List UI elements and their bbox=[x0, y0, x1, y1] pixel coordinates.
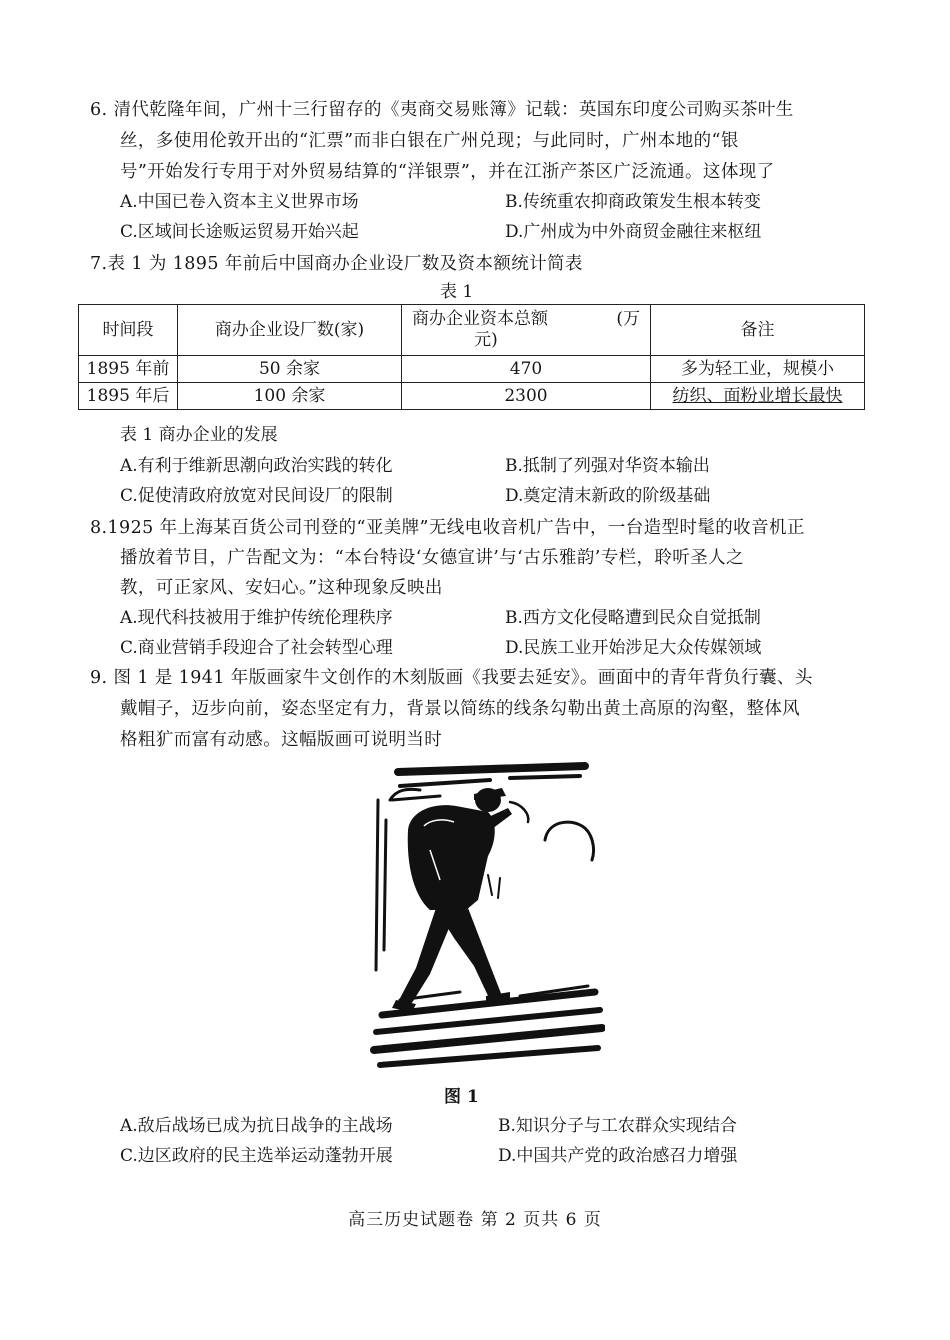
cell-notes: 纺织、面粉业增长最快 bbox=[651, 383, 865, 410]
cell-period: 1895 年后 bbox=[79, 383, 178, 410]
header-capital-unit-2: 元) bbox=[474, 330, 498, 350]
q8-stem-line-1: 8.1925 年上海某百货公司刊登的“亚美牌”无线电收音机广告中，一台造型时髦的收音机正 bbox=[90, 518, 805, 538]
q6-option-d: D.广州成为中外商贸金融往来枢纽 bbox=[505, 222, 762, 242]
table-caption: 表 1 商办企业的发展 bbox=[120, 425, 278, 445]
header-capital-unit-1: (万 bbox=[616, 309, 640, 329]
q7-stem: 7.表 1 为 1895 年前后中国商办企业设厂数及资本额统计简表 bbox=[90, 254, 583, 274]
cell-capital: 470 bbox=[402, 356, 651, 383]
q6-option-b: B.传统重农抑商政策发生根本转变 bbox=[505, 192, 761, 212]
q6-option-a: A.中国已卷入资本主义世界市场 bbox=[120, 192, 359, 212]
q9-option-c: C.边区政府的民主选举运动蓬勃开展 bbox=[120, 1146, 393, 1166]
cell-factory-count: 50 余家 bbox=[178, 356, 402, 383]
q9-option-b: B.知识分子与工农群众实现结合 bbox=[498, 1116, 737, 1136]
figure-caption: 图 1 bbox=[444, 1087, 479, 1107]
table-row bbox=[79, 356, 865, 383]
q8-stem-line-3: 教，可正家风、安妇心。”这种现象反映出 bbox=[120, 578, 443, 598]
q6-option-c: C.区域间长途贩运贸易开始兴起 bbox=[120, 222, 359, 242]
q9-option-a: A.敌后战场已成为抗日战争的主战场 bbox=[120, 1116, 393, 1136]
q9-stem-line-2: 戴帽子，迈步向前，姿态坚定有力，背景以简练的线条勾勒出黄土高原的沟壑，整体风 bbox=[120, 699, 801, 719]
q8-option-d: D.民族工业开始涉足大众传媒领域 bbox=[505, 638, 762, 658]
q8-option-a: A.现代科技被用于维护传统伦理秩序 bbox=[120, 608, 393, 628]
q7-option-c: C.促使清政府放宽对民间设厂的限制 bbox=[120, 486, 393, 506]
q6-stem-line-2: 丝，多使用伦敦开出的“汇票”而非白银在广州兑现；与此同时，广州本地的“银 bbox=[120, 131, 739, 151]
q8-option-c: C.商业营销手段迎合了社会转型心理 bbox=[120, 638, 393, 658]
header-capital bbox=[402, 305, 651, 356]
q8-stem-line-2: 播放着节目，广告配文为：“本台特设‘女德宣讲’与‘古乐雅韵’专栏，聆听圣人之 bbox=[120, 548, 744, 568]
q7-option-a: A.有利于维新思潮向政治实践的转化 bbox=[120, 456, 393, 476]
q9-stem-line-1: 9. 图 1 是 1941 年版画家牛文创作的木刻版画《我要去延安》。画面中的青年背负行囊、头 bbox=[90, 668, 813, 688]
table-row bbox=[79, 383, 865, 410]
header-period: 时间段 bbox=[79, 305, 178, 356]
enterprise-table bbox=[78, 304, 865, 410]
q9-stem-line-3: 格粗犷而富有动感。这幅版画可说明当时 bbox=[120, 730, 443, 750]
cell-factory-count: 100 余家 bbox=[178, 383, 402, 410]
header-factory-count: 商办企业设厂数(家) bbox=[178, 305, 402, 356]
q6-stem-line-1: 6. 清代乾隆年间，广州十三行留存的《夷商交易账簿》记载：英国东印度公司购买茶叶生 bbox=[90, 100, 794, 120]
woodcut-figure bbox=[370, 760, 605, 1070]
q7-option-d: D.奠定清末新政的阶级基础 bbox=[505, 486, 711, 506]
cell-period: 1895 年前 bbox=[79, 356, 178, 383]
q9-option-d: D.中国共产党的政治感召力增强 bbox=[498, 1146, 738, 1166]
header-capital-label: 商办企业资本总额 bbox=[412, 309, 548, 329]
table-title: 表 1 bbox=[440, 282, 474, 302]
cell-capital: 2300 bbox=[402, 383, 651, 410]
q6-stem-line-3: 号”开始发行专用于对外贸易结算的“洋银票”，并在江浙产茶区广泛流通。这体现了 bbox=[120, 162, 775, 182]
header-notes: 备注 bbox=[651, 305, 865, 356]
q7-option-b: B.抵制了列强对华资本输出 bbox=[505, 456, 710, 476]
q8-option-b: B.西方文化侵略遭到民众自觉抵制 bbox=[505, 608, 761, 628]
cell-notes: 多为轻工业，规模小 bbox=[651, 356, 865, 383]
table-header-row bbox=[79, 305, 865, 356]
page-footer: 高三历史试题卷 第 2 页共 6 页 bbox=[348, 1210, 602, 1230]
